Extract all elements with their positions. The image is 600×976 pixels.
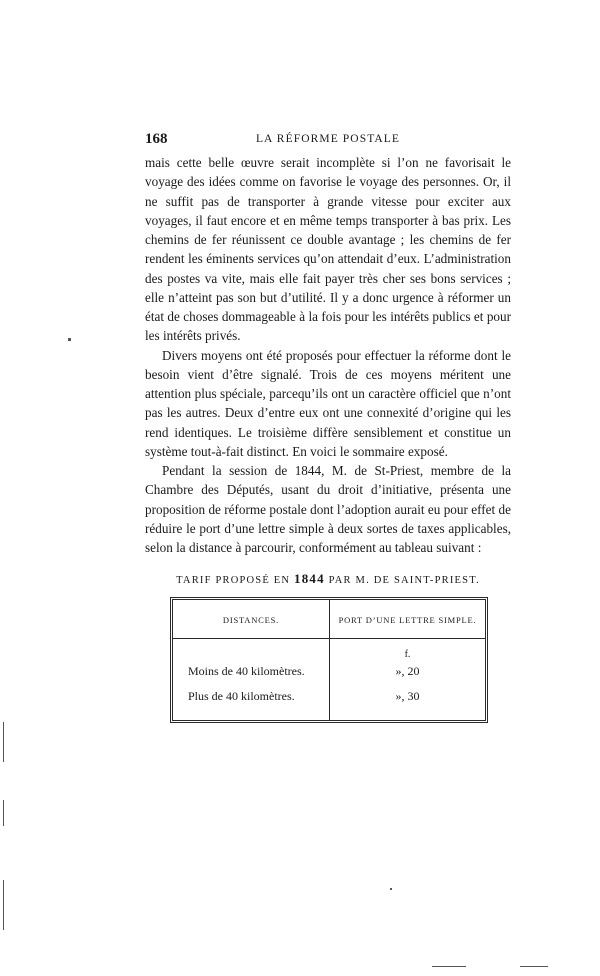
scan-mark <box>3 722 4 762</box>
running-title: LA RÉFORME POSTALE <box>255 133 401 145</box>
paragraph-1: mais cette belle œuvre serait incomplète si l’on ne favorisait le voyage des idées comme on favorise le voyage des personnes. Or, il ne suffit pas de transporter à grande vitesse pour exciter aux voyages, il faut encore et en même temps transporter à bas prix. Les chemins de fer réunissent ce double avantage ; les chemins de fer rendent les éminents services qu’on attendait d’eux. L’administration des postes va vite, mais elle fait payer très cher ses bons services ; elle n’atteint pas son but d’utilité. Il y a donc urgence à réformer un état de choses dommageable à la fois pour les intérêts publics et pour les intérêts privés. <box>145 155 511 344</box>
table-caption-start: TARIF PROPOSÉ EN <box>176 575 291 586</box>
scan-mark <box>3 800 4 826</box>
scan-mark <box>3 880 4 930</box>
distance-cell: Moins de 40 kilomètres. <box>188 664 305 678</box>
scan-mark <box>432 966 466 967</box>
table-row <box>173 689 485 707</box>
column-header-distances: DISTANCES. <box>222 615 280 625</box>
table-caption-year: 1844 <box>294 571 325 586</box>
page-header <box>145 131 511 153</box>
port-cell: », 30 <box>395 689 420 703</box>
paragraph-3: Pendant la session de 1844, M. de St-Priest, membre de la Chambre des Députés, usant du droit d’initiative, présenta une proposition de réforme postale dont l’adoption aurait eu pour effet de réduire le port d’une lettre simple à deux sortes de taxes applicables, selon la distance à parcourir, conformément au tableau suivant : <box>145 463 511 555</box>
paragraph-2: Divers moyens ont été proposés pour effectuer la réforme dont le besoin vient d’être signalé. Trois de ces moyens méritent une attention plus spéciale, parcequ’ils ont un caractère officiel que n’ont pas les autres. Deux d’entre eux ont une connexité d’origine qui les rend identiques. Le troisième diffère sensiblement et constitue un système tout-à-fait distinct. En voici le sommaire exposé. <box>145 347 511 459</box>
table-caption-end: PAR M. DE SAINT-PRIEST. <box>328 575 480 586</box>
page-number: 168 <box>145 131 168 147</box>
scan-mark <box>520 966 548 967</box>
body-text <box>145 153 511 557</box>
scan-mark <box>390 888 392 890</box>
distance-cell: Plus de 40 kilomètres. <box>188 689 295 703</box>
table-row <box>173 664 485 682</box>
unit-label: f. <box>404 649 411 660</box>
tariff-table <box>170 597 488 723</box>
column-header-port: PORT D’UNE LETTRE SIMPLE. <box>338 615 477 625</box>
port-cell: », 20 <box>395 664 420 678</box>
table-caption <box>145 571 511 587</box>
header-divider <box>173 638 485 639</box>
scan-mark <box>68 338 71 341</box>
